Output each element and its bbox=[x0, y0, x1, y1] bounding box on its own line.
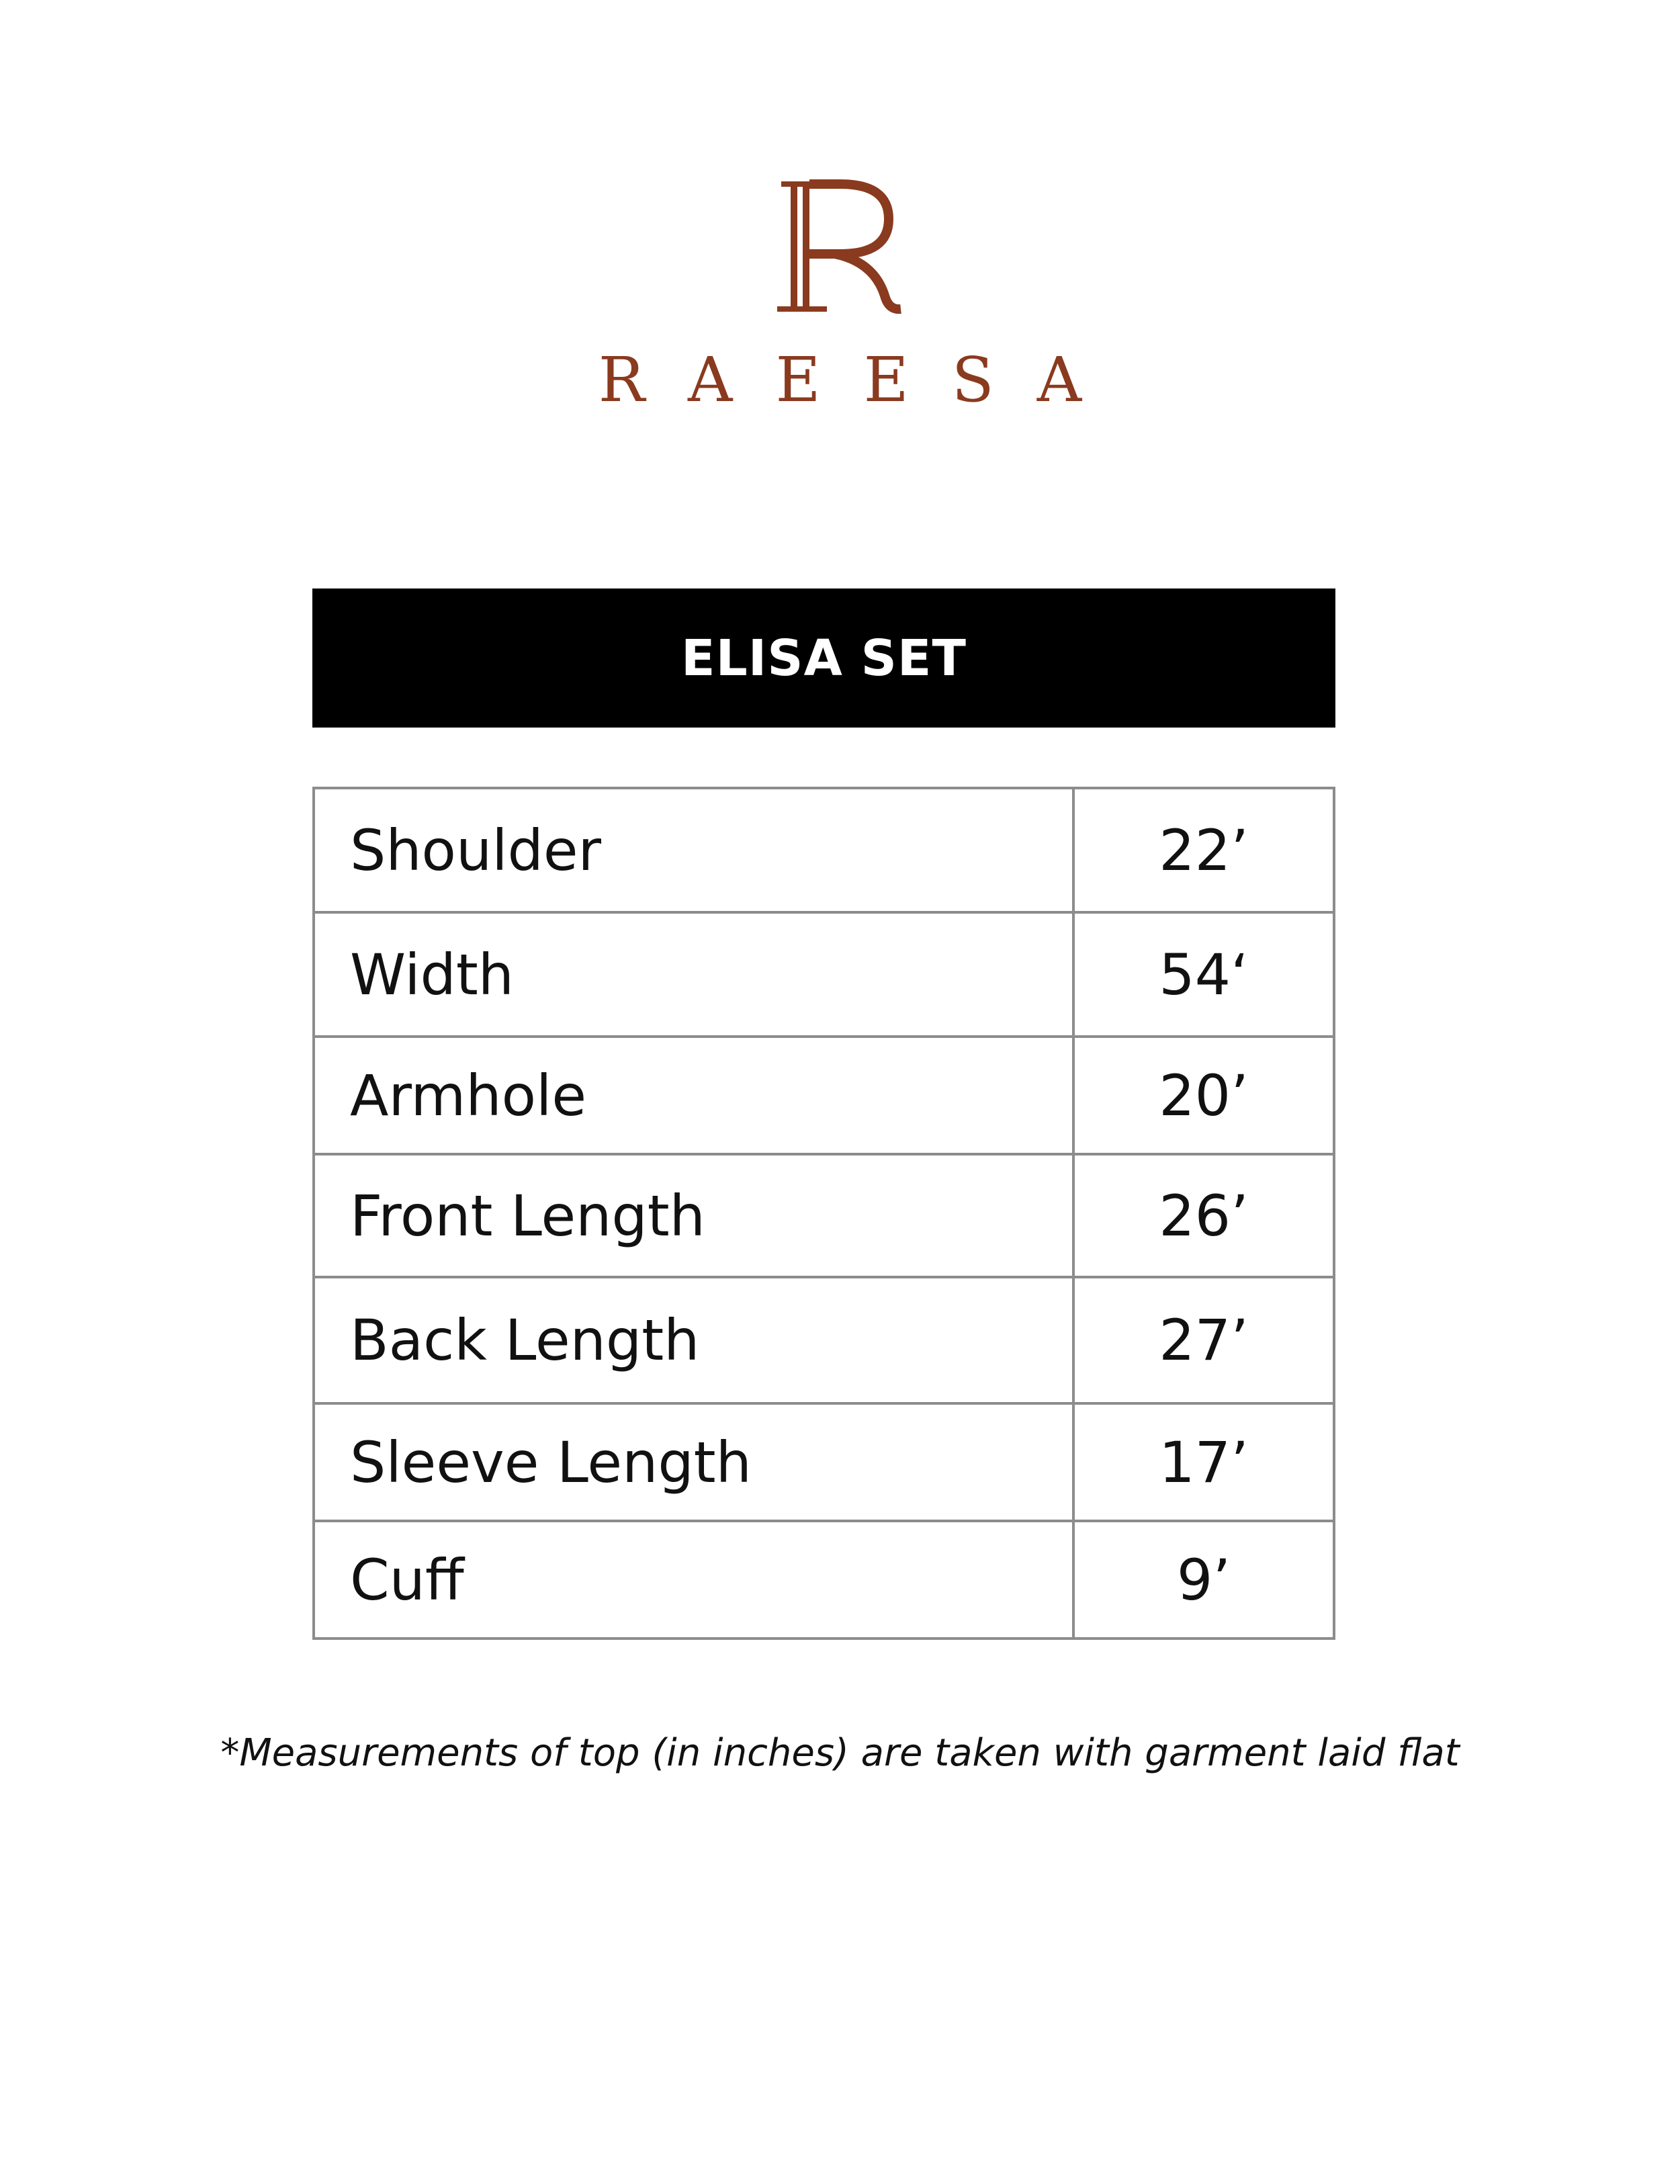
table-title-bar bbox=[312, 588, 1335, 728]
measurement-label: Back Length bbox=[314, 1277, 1073, 1403]
measurement-value: 22’ bbox=[1073, 788, 1334, 912]
brand-name: RAEESA bbox=[598, 344, 1125, 416]
brand-logo bbox=[0, 155, 1680, 316]
measurement-label: Sleeve Length bbox=[314, 1403, 1073, 1521]
measurement-value: 9’ bbox=[1073, 1521, 1334, 1639]
measurement-label: Shoulder bbox=[314, 788, 1073, 912]
measurement-footnote: *Measurements of top (in inches) are taken with garment laid flat bbox=[220, 1731, 1460, 1775]
measurement-label: Armhole bbox=[314, 1037, 1073, 1154]
measurement-value: 17’ bbox=[1073, 1403, 1334, 1521]
size-chart-table bbox=[312, 787, 1335, 1640]
table-row bbox=[314, 788, 1334, 912]
monogram-r-logo bbox=[773, 155, 908, 316]
measurement-label: Front Length bbox=[314, 1154, 1073, 1277]
table-row bbox=[314, 1154, 1334, 1277]
table-title: ELISA SET bbox=[681, 629, 967, 687]
table-row bbox=[314, 1403, 1334, 1521]
measurement-value: 26’ bbox=[1073, 1154, 1334, 1277]
measurement-label: Cuff bbox=[314, 1521, 1073, 1639]
measurement-value: 27’ bbox=[1073, 1277, 1334, 1403]
measurement-value: 54‘ bbox=[1073, 912, 1334, 1037]
table-row bbox=[314, 1521, 1334, 1639]
table-row bbox=[314, 1037, 1334, 1154]
measurement-label: Width bbox=[314, 912, 1073, 1037]
measurement-value: 20’ bbox=[1073, 1037, 1334, 1154]
table-row bbox=[314, 912, 1334, 1037]
table-row bbox=[314, 1277, 1334, 1403]
